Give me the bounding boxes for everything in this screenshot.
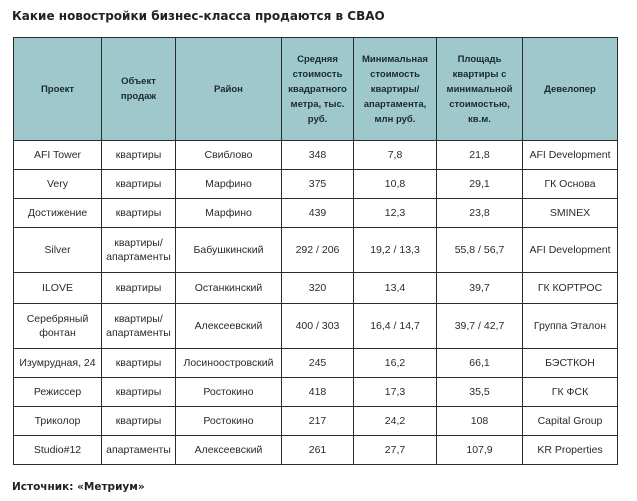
table-row [14,349,618,378]
cell-developer: ГК ФСК [523,378,618,407]
table-row [14,436,618,465]
cell-developer: БЭСТКОН [523,349,618,378]
cell-object: квартиры [102,407,176,436]
cell-project: AFI Tower [14,141,102,170]
cell-object: квартиры [102,199,176,228]
cell-developer: ГК КОРТРОС [523,273,618,304]
cell-developer: Группа Эталон [523,304,618,349]
cell-project: Триколор [14,407,102,436]
table-row [14,228,618,273]
cell-avg-price: 418 [282,378,354,407]
cell-project: Very [14,170,102,199]
cell-min-price: 17,3 [354,378,437,407]
cell-avg-price: 245 [282,349,354,378]
cell-avg-price: 261 [282,436,354,465]
column-header-min-price: Минимальная стоимость квартиры/ апартамента, млн руб. [354,38,437,141]
cell-area: 108 [437,407,523,436]
cell-developer: SMINEX [523,199,618,228]
cell-avg-price: 375 [282,170,354,199]
cell-district: Марфино [176,170,282,199]
cell-project: Серебряный фонтан [14,304,102,349]
cell-district: Бабушкинский [176,228,282,273]
cell-project: Изумрудная, 24 [14,349,102,378]
cell-developer: KR Properties [523,436,618,465]
cell-district: Ростокино [176,378,282,407]
cell-area: 107,9 [437,436,523,465]
cell-district: Свиблово [176,141,282,170]
cell-min-price: 12,3 [354,199,437,228]
cell-object: квартиры [102,349,176,378]
cell-district: Марфино [176,199,282,228]
cell-developer: ГК Основа [523,170,618,199]
cell-min-price: 27,7 [354,436,437,465]
table-row [14,199,618,228]
cell-object: квартиры/ апартаменты [102,228,176,273]
cell-area: 35,5 [437,378,523,407]
cell-area: 21,8 [437,141,523,170]
cell-area: 66,1 [437,349,523,378]
cell-district: Алексеевский [176,436,282,465]
table-row [14,273,618,304]
table-title: Какие новостройки бизнес-класса продаются в СВАО [12,9,385,23]
cell-district: Алексеевский [176,304,282,349]
cell-district: Останкинский [176,273,282,304]
cell-area: 23,8 [437,199,523,228]
cell-developer: Capital Group [523,407,618,436]
cell-area: 55,8 / 56,7 [437,228,523,273]
cell-min-price: 7,8 [354,141,437,170]
cell-avg-price: 400 / 303 [282,304,354,349]
table-row [14,378,618,407]
cell-area: 39,7 [437,273,523,304]
cell-project: ILOVE [14,273,102,304]
column-header-area: Площадь квартиры с минимальной стоимостью, кв.м. [437,38,523,141]
cell-object: квартиры [102,378,176,407]
cell-project: Режиссер [14,378,102,407]
cell-developer: AFI Development [523,141,618,170]
cell-project: Silver [14,228,102,273]
source-note: Источник: «Метриум» [12,481,145,493]
table-row [14,170,618,199]
column-header-district: Район [176,38,282,141]
cell-object: квартиры/ апартаменты [102,304,176,349]
cell-min-price: 13,4 [354,273,437,304]
cell-avg-price: 320 [282,273,354,304]
table-row [14,141,618,170]
cell-object: квартиры [102,273,176,304]
column-header-developer: Девелопер [523,38,618,141]
cell-min-price: 16,2 [354,349,437,378]
cell-area: 39,7 / 42,7 [437,304,523,349]
cell-avg-price: 439 [282,199,354,228]
cell-developer: AFI Development [523,228,618,273]
column-header-object: Объект продаж [102,38,176,141]
cell-avg-price: 217 [282,407,354,436]
table-row [14,407,618,436]
cell-min-price: 19,2 / 13,3 [354,228,437,273]
cell-object: квартиры [102,170,176,199]
column-header-project: Проект [14,38,102,141]
cell-avg-price: 292 / 206 [282,228,354,273]
cell-district: Ростокино [176,407,282,436]
column-header-avg-price: Средняя стоимость квадратного метра, тыс. руб. [282,38,354,141]
cell-project: Достижение [14,199,102,228]
cell-area: 29,1 [437,170,523,199]
cell-min-price: 10,8 [354,170,437,199]
cell-object: квартиры [102,141,176,170]
cell-avg-price: 348 [282,141,354,170]
cell-min-price: 24,2 [354,407,437,436]
cell-district: Лосиноостровский [176,349,282,378]
table-row [14,304,618,349]
header-row [14,38,618,141]
novostroyki-table [13,37,618,465]
cell-object: апартаменты [102,436,176,465]
cell-min-price: 16,4 / 14,7 [354,304,437,349]
cell-project: Studio#12 [14,436,102,465]
